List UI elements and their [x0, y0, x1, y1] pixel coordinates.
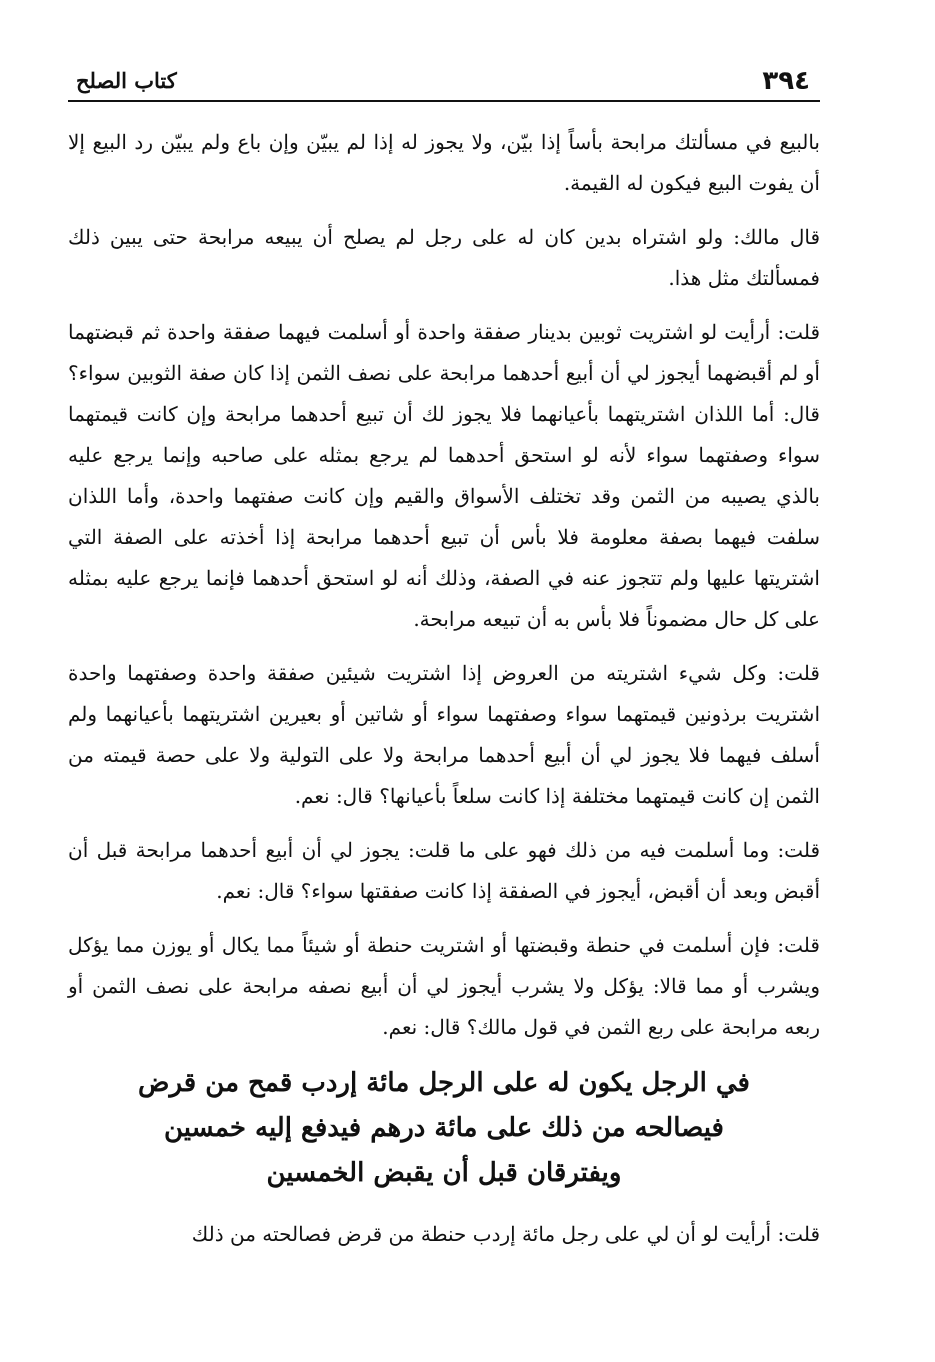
section-heading — [68, 1061, 820, 1196]
paragraph-4: قلت: وكل شيء اشتريته من العروض إذا اشتريت شيئين صفقة واحدة وصفتهما واحدة اشتريت برذونين قيمتهما سواء وصفتهما سواء أو شاتين أو بعيرين اشتريتهما بأعيانهما ولم أسلف فيهما فلا يجوز لي أن أبيع أحدهما مرابحة ولا على التولية ولا على حصة قيمته من الثمن إن كانت قيمتهما مختلفة إذا كانت سلعاً بأعيانها؟ قال: نعم. — [68, 661, 820, 808]
paragraph-6: قلت: فإن أسلمت في حنطة وقبضتها أو اشتريت حنطة أو شيئاً مما يكال أو يوزن مما يؤكل ويشرب أو مما قالا: يؤكل ولا يشرب أيجوز لي أن أبيع نصفه مرابحة على نصف الثمن أو ربعه مرابحة على ربع الثمن في قول مالك؟ قال: نعم. — [68, 933, 820, 1039]
section-heading-line-2: فيصالحه من ذلك على مائة درهم فيدفع إليه خمسين — [164, 1113, 724, 1143]
paragraph-1: بالبيع في مسألتك مرابحة بأساً إذا بيّن، ولا يجوز له إذا لم يبيّن وإن باع ولم يبيّن رد البيع إلا أن يفوت البيع فيكون له القيمة. — [68, 130, 820, 195]
page-body — [68, 122, 820, 1255]
running-header — [68, 60, 820, 102]
book-page — [68, 60, 820, 1340]
page-number: ٣٩٤ — [762, 66, 810, 96]
final-paragraph: قلت: أرأيت لو أن لي على رجل مائة إردب حنطة من قرض فصالحته من ذلك — [191, 1222, 820, 1246]
paragraph-2: قال مالك: ولو اشتراه بدين كان له على رجل لم يصلح أن يبيعه مرابحة حتى يبين ذلك فمسألتك مثل هذا. — [68, 225, 820, 290]
book-title: كتاب الصلح — [76, 68, 177, 93]
paragraph-5: قلت: وما أسلمت فيه من ذلك فهو على ما قلت: يجوز لي أن أبيع أحدهما مرابحة قبل أن أقبض وبعد أن أقبض، أيجوز في الصفقة إذا كانت صفقتها سواء؟ قال: نعم. — [68, 838, 820, 903]
section-heading-line-3: ويفترقان قبل أن يقبض الخمسين — [266, 1158, 622, 1188]
section-heading-line-1: في الرجل يكون له على الرجل مائة إردب قمح من قرض — [138, 1068, 750, 1098]
paragraph-3: قلت: أرأيت لو اشتريت ثوبين بدينار صفقة واحدة أو أسلمت فيهما صفقة واحدة ثم قبضتهما أو لم أقبضهما أيجوز لي أن أبيع أحدهما مرابحة على نصف الثمن إذا كان صفة الثوبين سواء؟ قال: أما اللذان اشتريتهما بأعيانهما فلا يجوز لك أن تبيع أحدهما مرابحة وإن كانت قيمتهما سواء وصفتهما سواء لأنه لو استحق أحدهما لم يرجع بمثله على صاحبه وإنما يرجع عليه بالذي يصيبه من الثمن وقد تختلف الأسواق والقيم وإن كانت صفتهما واحدة، وأما اللذان سلفت فيهما بصفة معلومة فلا بأس أن تبيع أحدهما مرابحة إذا أخذته على الصفة التي اشتريتها عليها ولم تتجوز عنه في الصفة، وذلك أنه لو استحق أحدهما فإنما يرجع عليه بمثله على كل حال مضموناً فلا بأس به أن تبيعه مرابحة. — [68, 320, 820, 631]
